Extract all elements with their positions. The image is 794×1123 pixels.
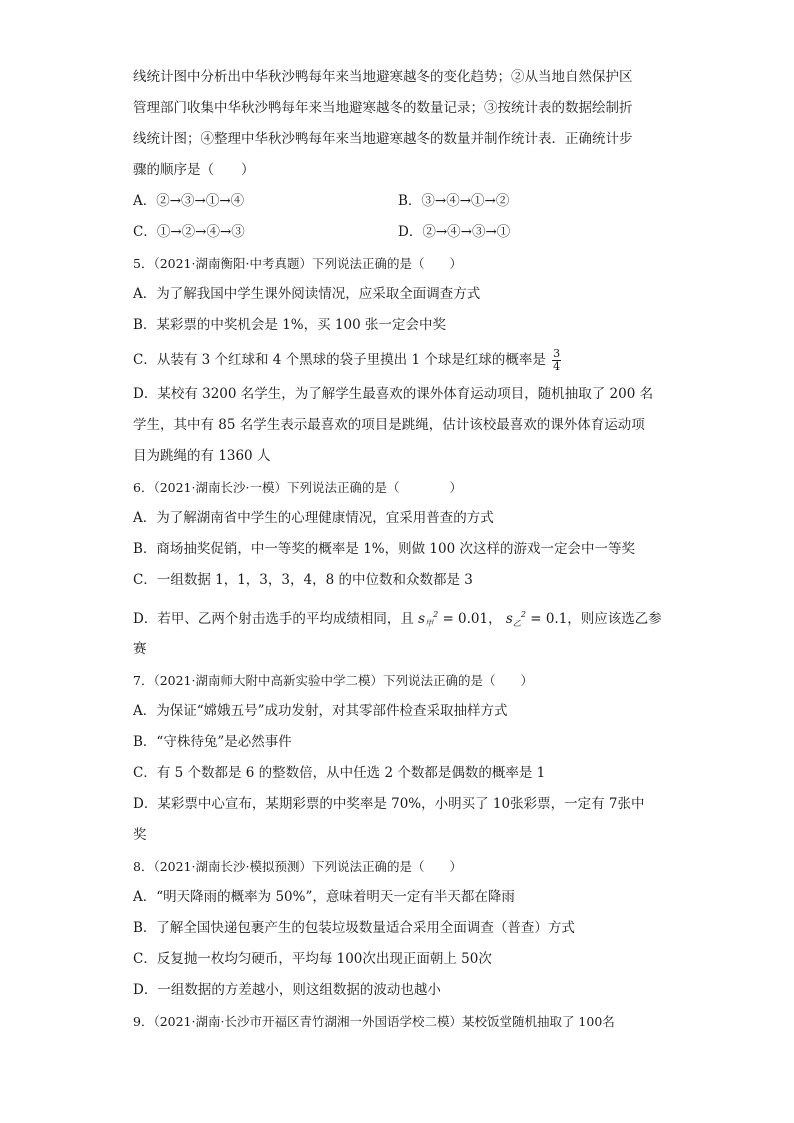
q4-options-row-2	[133, 217, 663, 248]
q7-option-b: B．“守株待兔”是必然事件	[133, 734, 292, 750]
q6-option-b: B．商场抽奖促销，中一等奖的概率是 1%，则做 100 次这样的游戏一定会中一等奖	[133, 541, 635, 557]
q4-text-line: 管理部门收集中华秋沙鸭每年来当地避寒越冬的数量记录；③按统计表的数据绘制折	[133, 100, 633, 116]
q6-option-d	[133, 596, 663, 634]
q4-option-c: C．①→②→④→③	[133, 224, 245, 240]
q6-stem: 6．（2021·湖南长沙·一模）下列说法正确的是（ ）	[133, 480, 462, 495]
variance-symbol-yi: $s_乙^2$	[505, 610, 526, 628]
question-7	[133, 665, 663, 851]
q5-stem: 5．（2021·湖南衡阳·中考真题）下列说法正确的是（ ）	[133, 256, 462, 271]
q5-option-c-text: C．从装有 3 个红球和 4 个黑球的袋子里摸出 1 个球是红球的概率是	[133, 352, 546, 368]
q5-option-c	[133, 341, 663, 379]
q5-option-d-line: 目为跳绳的有 1360 人	[133, 448, 271, 464]
q8-stem: 8．（2021·湖南长沙·模拟预测）下列说法正确的是（ ）	[133, 859, 462, 874]
variance-value-jia: = 0.01，	[438, 611, 502, 627]
variance-value-yi: = 0.1，则应该选乙参	[525, 611, 662, 627]
q5-option-b: B．某彩票的中奖机会是 1%，买 100 张一定会中奖	[133, 317, 446, 333]
question-8	[133, 851, 663, 1006]
q6-option-c: C．一组数据 1，1，3，3，4，8 的中位数和众数都是 3	[133, 572, 473, 588]
question-6	[133, 472, 663, 665]
q4-text-line: 线统计图；④整理中华秋沙鸭每年来当地避寒越冬的数量并制作统计表．正确统计步	[133, 131, 633, 147]
question-5	[133, 248, 663, 472]
q7-option-d-line: D．某彩票中心宣布，某期彩票的中奖率是 70%，小明买了 10张彩票，一定有 7张中	[133, 796, 645, 812]
q5-option-d-line: D．某校有 3200 名学生，为了解学生最喜欢的课外体育运动项目，随机抽取了 200 名	[133, 386, 654, 402]
q7-stem: 7．（2021·湖南师大附中高新实验中学二模）下列说法正确的是（ ）	[133, 673, 533, 688]
q4-option-a: A．②→③→①→④	[133, 193, 245, 209]
q5-option-a: A．为了解我国中学生课外阅读情况，应采取全面调查方式	[133, 286, 481, 302]
q4-text-line: 骤的顺序是（ ）	[133, 162, 255, 178]
question-4-continuation	[133, 62, 663, 248]
q9-stem: 9．（2021·湖南·长沙市开福区青竹湖湘一外国语学校二模）某校饭堂随机抽取了 100名	[133, 1014, 615, 1029]
q8-option-d: D．一组数据的方差越小，则这组数据的波动也越小	[133, 982, 441, 998]
fraction-three-quarters	[552, 348, 561, 373]
q5-option-d-line: 学生，其中有 85 名学生表示最喜欢的项目是跳绳，估计该校最喜欢的课外体育运动项	[133, 417, 645, 433]
q8-option-b: B．了解全国快递包裹产生的包装垃圾数量适合采用全面调查（普查）方式	[133, 920, 575, 936]
question-9	[133, 1006, 663, 1037]
q6-option-a: A．为了解湖南省中学生的心理健康情况，宜采用普查的方式	[133, 510, 494, 526]
q7-option-c: C．有 5 个数都是 6 的整数倍，从中任选 2 个数都是偶数的概率是 1	[133, 765, 546, 781]
q7-option-a: A．为保证“嫦娥五号”成功发射，对其零部件检查采取抽样方式	[133, 703, 508, 719]
q7-option-d-line: 奖	[133, 827, 147, 843]
q4-option-d: D．②→④→③→①	[398, 224, 511, 240]
q6-option-d-text: D．若甲、乙两个射击选手的平均成绩相同，且	[133, 611, 414, 627]
variance-symbol-jia: $s_甲^2$	[418, 610, 439, 628]
q8-option-c: C．反复抛一枚均匀硬币，平均每 100次出现正面朝上 50次	[133, 951, 492, 967]
q4-options-row-1	[133, 186, 663, 217]
q6-option-d-line2: 赛	[133, 641, 147, 657]
q4-option-b: B．③→④→①→②	[398, 193, 510, 209]
fraction-numerator: 3	[553, 347, 561, 360]
q8-option-a: A．“明天降雨的概率为 50%”，意味着明天一定有半天都在降雨	[133, 889, 515, 905]
exam-page	[133, 62, 663, 1037]
fraction-denominator: 4	[553, 360, 561, 373]
q4-text-line: 线统计图中分析出中华秋沙鸭每年来当地避寒越冬的变化趋势；②从当地自然保护区	[133, 69, 633, 85]
